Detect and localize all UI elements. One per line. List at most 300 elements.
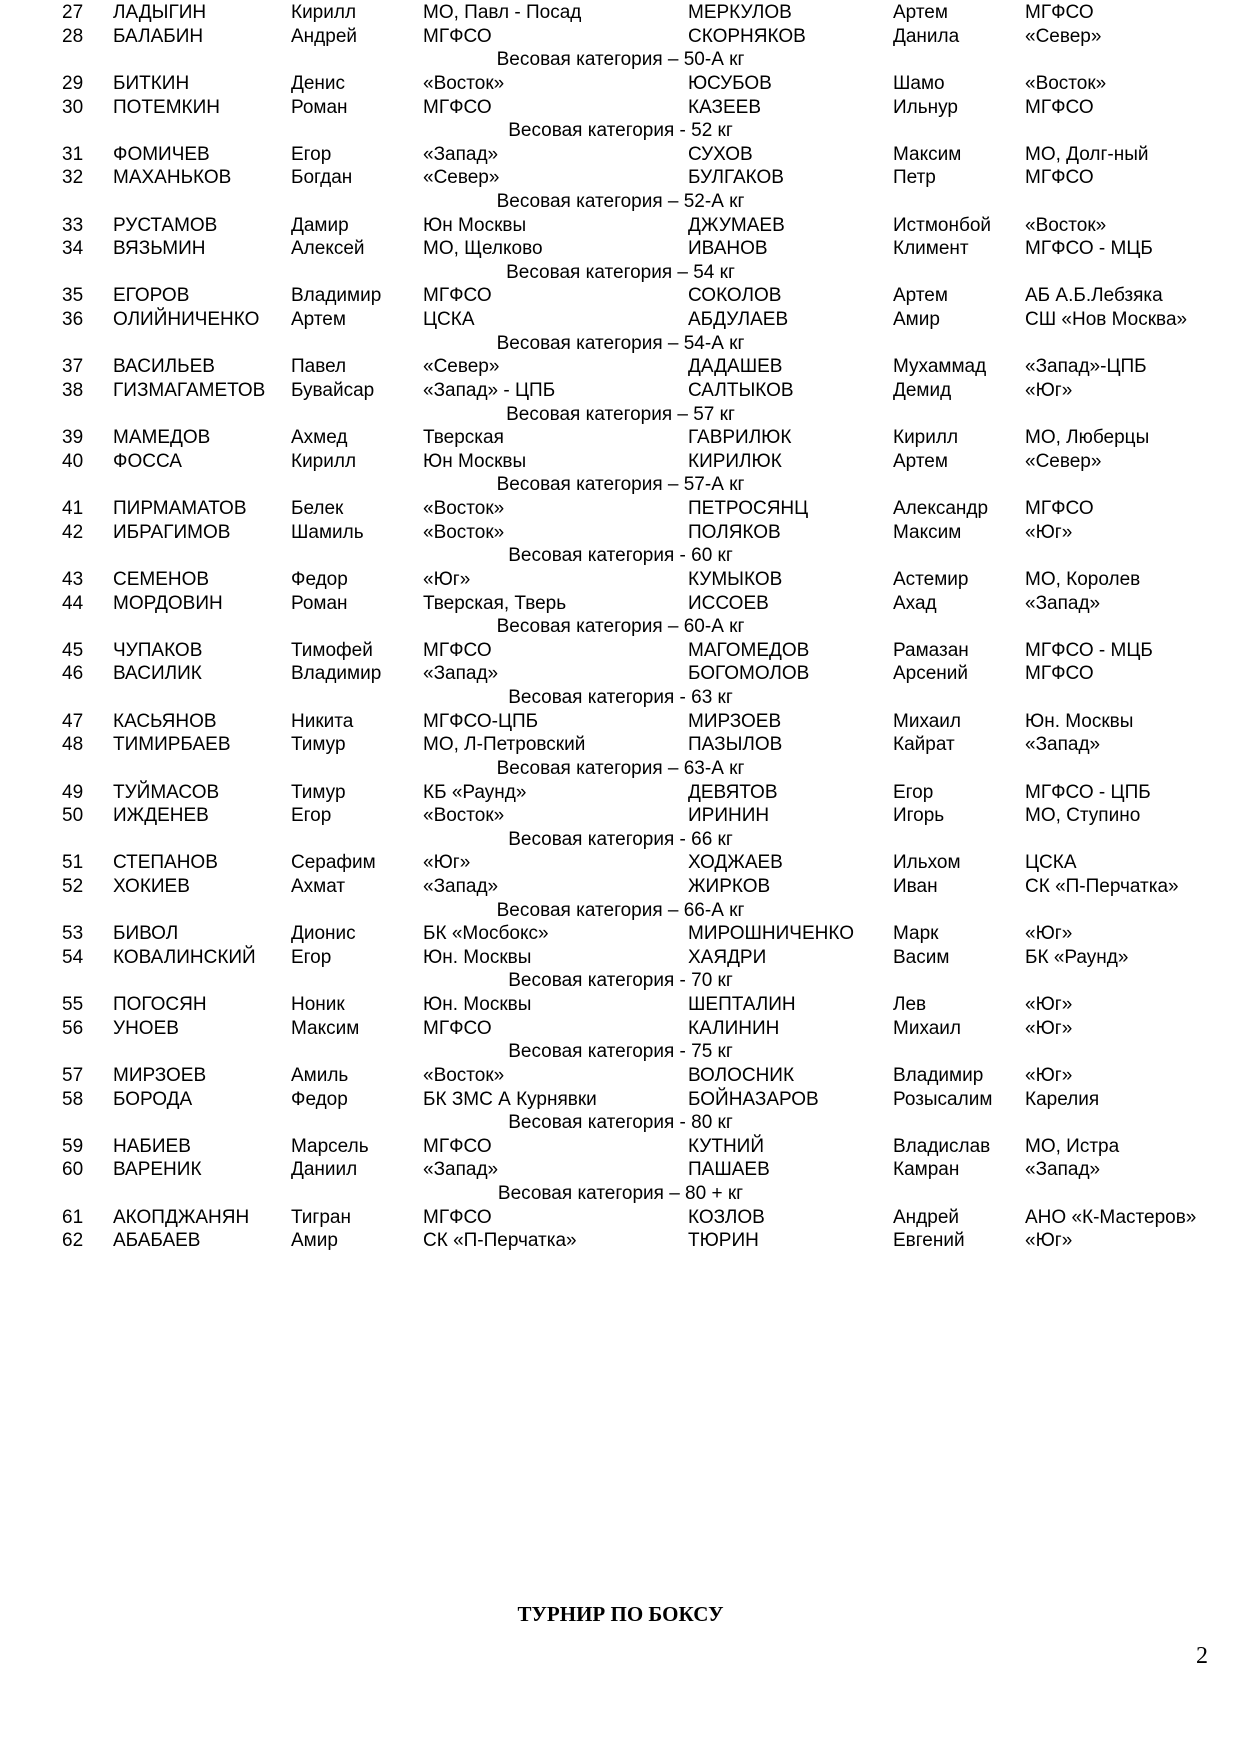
weight-category-header xyxy=(0,615,1241,639)
bout-row xyxy=(0,237,1241,261)
bout-number: 30 xyxy=(62,96,84,118)
page-number: 2 xyxy=(1196,1643,1208,1669)
bout-row xyxy=(0,521,1241,545)
weight-category-header xyxy=(0,828,1241,852)
bout-number: 48 xyxy=(62,734,84,756)
bout-row xyxy=(0,804,1241,828)
bout-row xyxy=(0,214,1241,238)
boxer2-last-name: ДЕВЯТОВ xyxy=(688,781,778,803)
bout-number: 58 xyxy=(62,1088,84,1110)
boxer2-club: Юн. Москвы xyxy=(1025,710,1134,732)
boxer2-last-name: КАЛИНИН xyxy=(688,1017,780,1039)
boxer2-first-name: Артем xyxy=(893,450,948,472)
boxer1-last-name: ПОГОСЯН xyxy=(113,994,207,1015)
boxer1-first-name: Егор xyxy=(291,805,332,827)
boxer1-club: МО, Павл - Посад xyxy=(423,2,582,23)
bout-row xyxy=(0,72,1241,96)
boxer2-first-name: Астемир xyxy=(893,568,969,590)
boxer1-club: МГФСО-ЦПБ xyxy=(423,710,539,732)
bout-number: 32 xyxy=(62,167,84,189)
bout-row xyxy=(0,781,1241,805)
weight-category-label: Весовая категория – 60-А кг xyxy=(496,616,745,638)
bout-row xyxy=(0,875,1241,899)
boxer1-first-name: Нoник xyxy=(291,994,345,1015)
boxer1-club: «Юг» xyxy=(423,568,471,590)
bout-number: 34 xyxy=(62,238,84,260)
boxer1-last-name: УНОЕВ xyxy=(113,1017,179,1039)
weight-category-label: Весовая категория – 66-А кг xyxy=(496,899,745,921)
boxer1-first-name: Тимур xyxy=(291,734,346,756)
boxer2-last-name: МАГОМЕДОВ xyxy=(688,639,810,661)
boxer1-first-name: Дионис xyxy=(291,923,356,945)
boxer2-first-name: Шамо xyxy=(893,72,945,94)
bout-number: 53 xyxy=(62,923,84,945)
boxer1-last-name: ХОКИЕВ xyxy=(113,875,190,897)
weight-category-header xyxy=(0,261,1241,285)
bout-number: 37 xyxy=(62,356,84,378)
boxer2-last-name: КОЗЛОВ xyxy=(688,1206,765,1228)
weight-category-header xyxy=(0,403,1241,427)
boxer1-first-name: Роман xyxy=(291,592,348,614)
boxer1-first-name: Денис xyxy=(291,72,346,94)
weight-category-header xyxy=(0,969,1241,993)
boxer1-club: «Восток» xyxy=(423,498,505,519)
boxer2-club: МО, Истра xyxy=(1025,1135,1120,1157)
boxer1-first-name: Андрей xyxy=(291,25,357,47)
boxer1-club: ЦСКА xyxy=(423,309,475,331)
bout-number: 60 xyxy=(62,1159,84,1181)
boxer1-last-name: ФОМИЧЕВ xyxy=(113,143,210,165)
boxer1-last-name: СЕМЕНОВ xyxy=(113,568,210,590)
boxer2-club: СК «П-Перчатка» xyxy=(1025,875,1179,897)
boxer2-last-name: БОГОМОЛОВ xyxy=(688,663,810,685)
boxer2-club: БК «Раунд» xyxy=(1025,946,1129,968)
boxer1-last-name: ВАРЕНИК xyxy=(113,1159,202,1181)
boxer2-club: АНО «К-Мастеров» xyxy=(1025,1206,1197,1228)
boxer1-last-name: АБАБАЕВ xyxy=(113,1230,201,1252)
boxer2-first-name: Ильнур xyxy=(893,96,958,118)
boxer2-club: МГФСО - МЦБ xyxy=(1025,639,1153,661)
boxer2-club: МГФСО - ЦПБ xyxy=(1025,781,1151,803)
boxer2-first-name: Камран xyxy=(893,1159,960,1181)
boxer2-first-name: Петр xyxy=(893,167,936,189)
bout-number: 33 xyxy=(62,214,84,236)
weight-category-header xyxy=(0,899,1241,923)
bout-row xyxy=(0,355,1241,379)
boxer1-last-name: КАСЬЯНОВ xyxy=(113,710,217,732)
boxer2-last-name: ПОЛЯКОВ xyxy=(688,521,781,543)
boxer2-club: «Запад» xyxy=(1025,1159,1101,1181)
boxer2-last-name: АБДУЛАЕВ xyxy=(688,309,789,331)
boxer2-first-name: Климент xyxy=(893,238,969,260)
boxer1-club: МО, Л-Петровский xyxy=(423,734,586,756)
boxer2-first-name: Артем xyxy=(893,2,948,23)
boxer1-first-name: Федор xyxy=(291,568,348,590)
bout-number: 27 xyxy=(62,2,84,23)
boxer2-first-name: Михаил xyxy=(893,1017,961,1039)
boxer2-last-name: ПЕТРОСЯНЦ xyxy=(688,498,809,519)
boxer1-club: КБ «Раунд» xyxy=(423,781,527,803)
bout-number: 44 xyxy=(62,592,84,614)
bout-row xyxy=(0,1,1241,25)
boxer1-club: Юн. Москвы xyxy=(423,994,532,1015)
bout-row xyxy=(0,25,1241,49)
boxer2-club: Карелия xyxy=(1025,1088,1100,1110)
boxer2-first-name: Мухаммад xyxy=(893,356,987,378)
boxer2-first-name: Кирилл xyxy=(893,427,959,449)
boxer2-last-name: ИРИНИН xyxy=(688,805,770,827)
boxer2-first-name: Владислав xyxy=(893,1135,991,1157)
boxer1-club: «Запад» - ЦПБ xyxy=(423,379,556,401)
boxer1-first-name: Артем xyxy=(291,309,346,331)
boxer2-last-name: ИССОЕВ xyxy=(688,592,769,614)
boxer1-first-name: Серафим xyxy=(291,852,376,874)
boxer1-last-name: РУСТАМОВ xyxy=(113,214,218,236)
bout-row xyxy=(0,1135,1241,1159)
bout-row xyxy=(0,450,1241,474)
boxer1-first-name: Алексей xyxy=(291,238,365,260)
boxer1-last-name: БАЛАБИН xyxy=(113,25,204,47)
boxer2-first-name: Кайрат xyxy=(893,734,955,756)
boxer2-last-name: ХОДЖАЕВ xyxy=(688,852,783,874)
weight-category-header xyxy=(0,119,1241,143)
boxer1-first-name: Тимофей xyxy=(291,639,373,661)
boxer1-last-name: МАХАНЬКОВ xyxy=(113,167,232,189)
boxer1-last-name: СТЕПАНОВ xyxy=(113,852,218,874)
boxer2-last-name: ДАДАШЕВ xyxy=(688,356,783,378)
bout-row xyxy=(0,1158,1241,1182)
boxer1-last-name: ГИЗМАГАМЕТОВ xyxy=(113,379,266,401)
weight-category-label: Весовая категория – 50-А кг xyxy=(496,49,745,71)
boxer2-club: «Запад» xyxy=(1025,734,1101,756)
bout-row xyxy=(0,284,1241,308)
boxer2-first-name: Демид xyxy=(893,379,952,401)
boxer1-last-name: БИТКИН xyxy=(113,72,190,94)
bout-row xyxy=(0,1229,1241,1253)
boxer1-club: МГФСО xyxy=(423,1206,492,1228)
bout-number: 31 xyxy=(62,143,84,165)
weight-category-header xyxy=(0,1111,1241,1135)
boxer2-last-name: ДЖУМАЕВ xyxy=(688,214,785,236)
bout-number: 52 xyxy=(62,875,84,897)
boxer1-club: Юн. Москвы xyxy=(423,946,532,968)
bout-number: 49 xyxy=(62,781,84,803)
boxer2-club: МО, Люберцы xyxy=(1025,427,1150,449)
weight-category-header xyxy=(0,1182,1241,1206)
boxer2-first-name: Александр xyxy=(893,498,989,519)
weight-category-label: Весовая категория – 54-А кг xyxy=(496,332,745,354)
weight-category-header xyxy=(0,757,1241,781)
boxer1-last-name: ТУЙМАСОВ xyxy=(113,781,220,803)
bout-row xyxy=(0,1064,1241,1088)
boxer2-club: МГФСО xyxy=(1025,96,1094,118)
boxer2-first-name: Андрей xyxy=(893,1206,959,1228)
boxer2-club: «Север» xyxy=(1025,450,1102,472)
boxer2-club: «Юг» xyxy=(1025,923,1073,945)
boxer2-first-name: Арсений xyxy=(893,663,969,685)
weight-category-label: Весовая категория – 52-А кг xyxy=(496,191,745,212)
boxer1-last-name: ЧУПАКОВ xyxy=(113,639,203,661)
bout-number: 39 xyxy=(62,427,84,449)
bout-number: 47 xyxy=(62,710,84,732)
weight-category-label: Весовая категория – 57 кг xyxy=(506,403,735,425)
boxer1-club: «Запад» xyxy=(423,1159,499,1181)
weight-category-header xyxy=(0,686,1241,710)
boxer2-club: МО, Ступино xyxy=(1025,805,1141,827)
boxer2-last-name: БУЛГАКОВ xyxy=(688,167,784,189)
bout-number: 38 xyxy=(62,379,84,401)
bout-row xyxy=(0,922,1241,946)
boxer2-club: «Восток» xyxy=(1025,72,1107,94)
boxer2-club: «Юг» xyxy=(1025,1064,1073,1086)
boxer2-club: МГФСО xyxy=(1025,167,1094,189)
boxer1-first-name: Ахмат xyxy=(291,875,346,897)
bout-row xyxy=(0,710,1241,734)
boxer1-club: «Запад» xyxy=(423,875,499,897)
bout-row xyxy=(0,1017,1241,1041)
bout-row xyxy=(0,568,1241,592)
boxer1-last-name: ОЛИЙНИЧЕНКО xyxy=(113,309,260,331)
boxer1-last-name: КОВАЛИНСКИЙ xyxy=(113,946,256,968)
boxer1-last-name: ВАСИЛИК xyxy=(113,663,202,685)
boxer1-last-name: ПОТЕМКИН xyxy=(113,96,220,118)
boxer1-last-name: ФОССА xyxy=(113,450,182,472)
weight-category-header xyxy=(0,544,1241,568)
boxer1-first-name: Владимир xyxy=(291,285,382,307)
boxer1-last-name: ЛАДЫГИН xyxy=(113,2,207,23)
boxer1-club: МО, Щелково xyxy=(423,238,543,260)
boxer2-last-name: ЖИРКОВ xyxy=(688,875,771,897)
boxer1-first-name: Никита xyxy=(291,710,354,732)
bout-row xyxy=(0,497,1241,521)
boxer1-club: Тверская xyxy=(423,427,504,449)
boxer1-last-name: ВАСИЛЬЕВ xyxy=(113,356,215,378)
boxer1-club: МГФСО xyxy=(423,1135,492,1157)
bout-number: 57 xyxy=(62,1064,84,1086)
boxer2-last-name: СКОРНЯКОВ xyxy=(688,25,806,47)
boxer1-first-name: Белек xyxy=(291,498,344,519)
weight-category-label: Весовая категория – 63-А кг xyxy=(496,757,745,779)
boxer1-club: «Восток» xyxy=(423,521,505,543)
boxer2-last-name: КАЗЕЕВ xyxy=(688,96,762,118)
boxer2-first-name: Егор xyxy=(893,781,934,803)
boxer1-first-name: Амиль xyxy=(291,1064,349,1086)
boxer2-first-name: Амир xyxy=(893,309,940,331)
boxer2-last-name: ГАВРИЛЮК xyxy=(688,427,792,449)
bout-number: 54 xyxy=(62,946,84,968)
weight-category-header xyxy=(0,473,1241,497)
boxer1-club: СК «П-Перчатка» xyxy=(423,1230,577,1252)
boxer2-first-name: Марк xyxy=(893,923,939,945)
boxer1-first-name: Егор xyxy=(291,143,332,165)
boxer1-first-name: Амир xyxy=(291,1230,338,1252)
boxer1-club: БК ЗМС А Курнявки xyxy=(423,1088,597,1110)
boxer2-first-name: Михаил xyxy=(893,710,961,732)
boxer2-first-name: Артем xyxy=(893,285,948,307)
weight-category-header xyxy=(0,190,1241,214)
boxer2-first-name: Ахад xyxy=(893,592,937,614)
bout-row xyxy=(0,1206,1241,1230)
bout-number: 51 xyxy=(62,852,84,874)
boxer2-first-name: Максим xyxy=(893,521,962,543)
bout-number: 55 xyxy=(62,994,84,1015)
boxer1-first-name: Роман xyxy=(291,96,348,118)
boxer1-club: «Запад» xyxy=(423,663,499,685)
boxer2-first-name: Васим xyxy=(893,946,950,968)
boxer1-first-name: Даниил xyxy=(291,1159,358,1181)
boxer2-first-name: Максим xyxy=(893,143,962,165)
boxer1-club: «Север» xyxy=(423,167,500,189)
bout-row xyxy=(0,946,1241,970)
bout-number: 36 xyxy=(62,309,84,331)
boxer1-first-name: Павел xyxy=(291,356,347,378)
boxer2-club: ЦСКА xyxy=(1025,852,1077,874)
weight-category-header xyxy=(0,332,1241,356)
boxer1-club: «Восток» xyxy=(423,1064,505,1086)
boxer2-last-name: ТЮРИН xyxy=(688,1230,759,1252)
bout-row xyxy=(0,96,1241,120)
boxer1-club: «Запад» xyxy=(423,143,499,165)
boxer2-first-name: Иван xyxy=(893,875,938,897)
bout-row xyxy=(0,851,1241,875)
boxer2-club: МО, Долг-ный xyxy=(1025,143,1149,165)
boxer1-club: МГФСО xyxy=(423,1017,492,1039)
bout-number: 29 xyxy=(62,72,84,94)
boxer2-last-name: ИВАНОВ xyxy=(688,238,768,260)
boxer2-first-name: Розысалим xyxy=(893,1088,993,1110)
boxer1-last-name: БИВОЛ xyxy=(113,923,179,945)
boxer2-club: «Юг» xyxy=(1025,1230,1073,1252)
boxer1-club: Юн Москвы xyxy=(423,214,527,236)
boxer2-last-name: МИРЗОЕВ xyxy=(688,710,782,732)
boxer2-club: «Юг» xyxy=(1025,379,1073,401)
boxer1-last-name: МАМЕДОВ xyxy=(113,427,211,449)
bout-row xyxy=(0,166,1241,190)
boxer2-club: МГФСО xyxy=(1025,2,1094,23)
weight-category-label: Весовая категория - 80 кг xyxy=(508,1112,733,1134)
boxer1-club: МГФСО xyxy=(423,285,492,307)
boxer1-club: МГФСО xyxy=(423,96,492,118)
boxer1-last-name: ИЖДЕНЕВ xyxy=(113,805,209,827)
boxer2-last-name: КУТНИЙ xyxy=(688,1135,764,1157)
boxer2-last-name: КУМЫКОВ xyxy=(688,568,783,590)
bout-row xyxy=(0,308,1241,332)
boxer1-club: МГФСО xyxy=(423,639,492,661)
bout-row xyxy=(0,592,1241,616)
bout-number: 35 xyxy=(62,285,84,307)
weight-category-label: Весовая категория – 54 кг xyxy=(506,261,735,283)
bout-row xyxy=(0,662,1241,686)
boxer2-club: МО, Королев xyxy=(1025,568,1141,590)
boxer1-last-name: БОРОДА xyxy=(113,1088,193,1110)
boxer2-club: «Запад»-ЦПБ xyxy=(1025,356,1147,378)
boxer2-last-name: ВОЛОСНИК xyxy=(688,1064,795,1086)
boxer2-last-name: ХАЯДРИ xyxy=(688,946,767,968)
boxer2-club: МГФСО xyxy=(1025,663,1094,685)
boxer1-first-name: Владимир xyxy=(291,663,382,685)
boxer2-last-name: СОКОЛОВ xyxy=(688,285,782,307)
boxer2-last-name: ПАЗЫЛОВ xyxy=(688,734,783,756)
boxer1-club: «Восток» xyxy=(423,805,505,827)
boxer1-last-name: МОРДОВИН xyxy=(113,592,223,614)
bout-number: 45 xyxy=(62,639,84,661)
boxer1-last-name: ВЯЗЬМИН xyxy=(113,238,206,260)
boxer2-last-name: ЮСУБОВ xyxy=(688,72,772,94)
boxer2-first-name: Данила xyxy=(893,25,960,47)
boxer2-first-name: Владимир xyxy=(893,1064,984,1086)
boxer2-first-name: Игорь xyxy=(893,805,945,827)
boxer2-club: «Восток» xyxy=(1025,214,1107,236)
boxer1-last-name: ЕГОРОВ xyxy=(113,285,190,307)
bout-number: 61 xyxy=(62,1206,84,1228)
boxer1-first-name: Ахмед xyxy=(291,427,348,449)
boxer2-last-name: МИРОШНИЧЕНКО xyxy=(688,923,854,945)
boxer1-club: «Север» xyxy=(423,356,500,378)
boxer2-last-name: МЕРКУЛОВ xyxy=(688,2,792,23)
boxer1-first-name: Дамир xyxy=(291,214,349,236)
weight-category-label: Весовая категория - 70 кг xyxy=(508,970,733,992)
boxer1-first-name: Богдан xyxy=(291,167,353,189)
boxer2-last-name: САЛТЫКОВ xyxy=(688,379,794,401)
boxer1-last-name: ИБРАГИМОВ xyxy=(113,521,231,543)
bout-number: 42 xyxy=(62,521,84,543)
weight-category-label: Весовая категория - 66 кг xyxy=(508,828,733,850)
boxer1-club: Тверская, Тверь xyxy=(423,592,567,614)
bout-row xyxy=(0,379,1241,403)
boxer2-first-name: Истмонбой xyxy=(893,214,992,236)
boxer2-last-name: КИРИЛЮК xyxy=(688,450,782,472)
boxer1-first-name: Тимур xyxy=(291,781,346,803)
boxer1-club: Юн Москвы xyxy=(423,450,527,472)
boxer2-club: МГФСО xyxy=(1025,498,1094,519)
boxer1-club: МГФСО xyxy=(423,25,492,47)
bout-number: 41 xyxy=(62,498,84,519)
boxer1-last-name: ТИМИРБАЕВ xyxy=(113,734,231,756)
boxer1-club: «Восток» xyxy=(423,72,505,94)
boxer1-last-name: ПИРМАМАТОВ xyxy=(113,498,247,519)
bout-row xyxy=(0,993,1241,1017)
bout-number: 28 xyxy=(62,25,84,47)
boxer1-first-name: Кирилл xyxy=(291,2,357,23)
boxer2-club: «Юг» xyxy=(1025,521,1073,543)
boxer2-first-name: Рамазан xyxy=(893,639,969,661)
boxer1-first-name: Максим xyxy=(291,1017,360,1039)
boxer2-last-name: БОЙНАЗАРОВ xyxy=(688,1088,819,1110)
bout-row xyxy=(0,1088,1241,1112)
weight-category-label: Весовая категория – 80 + кг xyxy=(497,1183,744,1204)
boxer2-first-name: Лев xyxy=(893,994,927,1015)
bout-number: 40 xyxy=(62,450,84,472)
boxer1-first-name: Шамиль xyxy=(291,521,364,543)
bout-row xyxy=(0,733,1241,757)
boxer2-club: «Север» xyxy=(1025,25,1102,47)
bout-number: 56 xyxy=(62,1017,84,1039)
boxer2-club: «Юг» xyxy=(1025,1017,1073,1039)
footer-title: ТУРНИР ПО БОКСУ xyxy=(517,1602,724,1626)
bout-number: 62 xyxy=(62,1230,84,1252)
boxer2-club: «Юг» xyxy=(1025,994,1073,1015)
boxer1-first-name: Егор xyxy=(291,946,332,968)
boxer1-last-name: АКОПДЖАНЯН xyxy=(113,1206,250,1228)
boxer1-first-name: Федор xyxy=(291,1088,348,1110)
boxer2-club: «Запад» xyxy=(1025,592,1101,614)
weight-category-header xyxy=(0,1040,1241,1064)
weight-category-label: Весовая категория – 57-А кг xyxy=(496,474,745,496)
bout-number: 50 xyxy=(62,805,84,827)
boxer1-club: «Юг» xyxy=(423,852,471,874)
weight-category-label: Весовая категория - 63 кг xyxy=(508,687,733,708)
bout-number: 46 xyxy=(62,663,84,685)
